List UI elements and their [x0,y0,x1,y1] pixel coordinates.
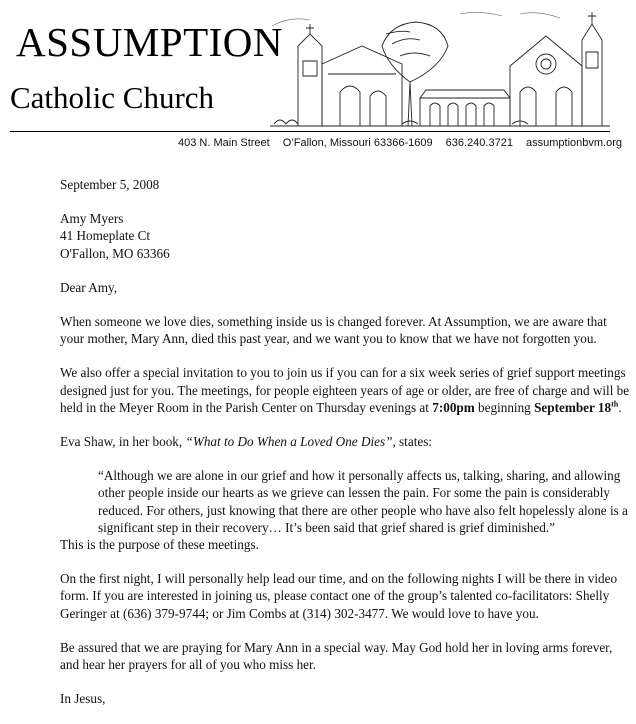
letter-body [60,176,630,724]
church-name-subtitle: Catholic Church [10,80,215,115]
meeting-date-text: September 18 [534,399,612,415]
church-city: O’Fallon, Missouri 63366-1609 [282,137,433,149]
paragraph-contacts: On the first night, I will personally help lead our time, and on the following nights I will be there in video form. If you are interested in joining us, please contact one of the group’s talented co-facilitators: Shelly Geringer at (636) 379-9744; or Jim Combs at (314) 302-3477. We would love to have you. [60,571,618,621]
recipient-name: Amy Myers [60,211,124,227]
letterhead [0,0,636,160]
letterhead-contact-line [178,137,623,149]
quote-followup: This is the purpose of these meetings. [60,537,259,553]
recipient-address [60,210,630,262]
letter-date: September 5, 2008 [60,177,160,192]
church-street-address: 403 N. Main Street [178,137,270,149]
church-name-title: ASSUMPTION [16,19,283,65]
paragraph-invitation [60,364,630,416]
quote-intro-end: , states: [392,434,433,450]
church-phone: 636.240.3721 [445,137,513,149]
invitation-text: We also offer a special invitation to you to join us if you can for a six week series of grief support meetings designed just for you. The meetings, for people eighteen years of age or older, are free of charge and will be held in the Meyer Room in the Parish Center on Thursday evenings at [60,365,630,415]
salutation: Dear Amy, [60,279,118,295]
invitation-end: . [618,399,622,415]
paragraph-prayer: Be assured that we are praying for Mary Ann in a special way. May God hold her in loving arms forever, and hear her prayers for all of you who miss her. [60,639,613,673]
recipient-street: 41 Homeplate Ct [60,228,151,244]
block-quote: “Although we are alone in our grief and how it personally affects us, talking, sharing, and allowing other people inside our hearts as we grieve can lessen the pain. For some the pain is considerably reduced. For others, just knowing that there are other people who have also felt hopelessly alone is a significant step in their recovery… It’s been said that grief shared is grief diminished.” [98,468,628,535]
meeting-time: 7:00pm [432,399,475,415]
invitation-mid: beginning [474,399,535,415]
book-title: “What to Do When a Loved One Dies” [185,434,393,450]
meeting-date-suffix: th [611,399,619,409]
closing: In Jesus, [60,691,106,707]
quote-intro-text: Eva Shaw, in her book, [60,434,186,450]
letterhead-divider [10,131,610,132]
quote-intro [60,433,630,450]
meeting-start-date [534,400,618,415]
paragraph-condolence: When someone we love dies, something inside us is changed forever. At Assumption, we are aware that your mother, Mary Ann, died this past year, and we want you to know that we have not forgotten you. [60,314,607,347]
church-illustration [270,6,610,128]
church-website: assumptionbvm.org [526,137,623,149]
paragraph-quote-section [60,433,630,553]
recipient-city: O'Fallon, MO 63366 [60,245,170,261]
